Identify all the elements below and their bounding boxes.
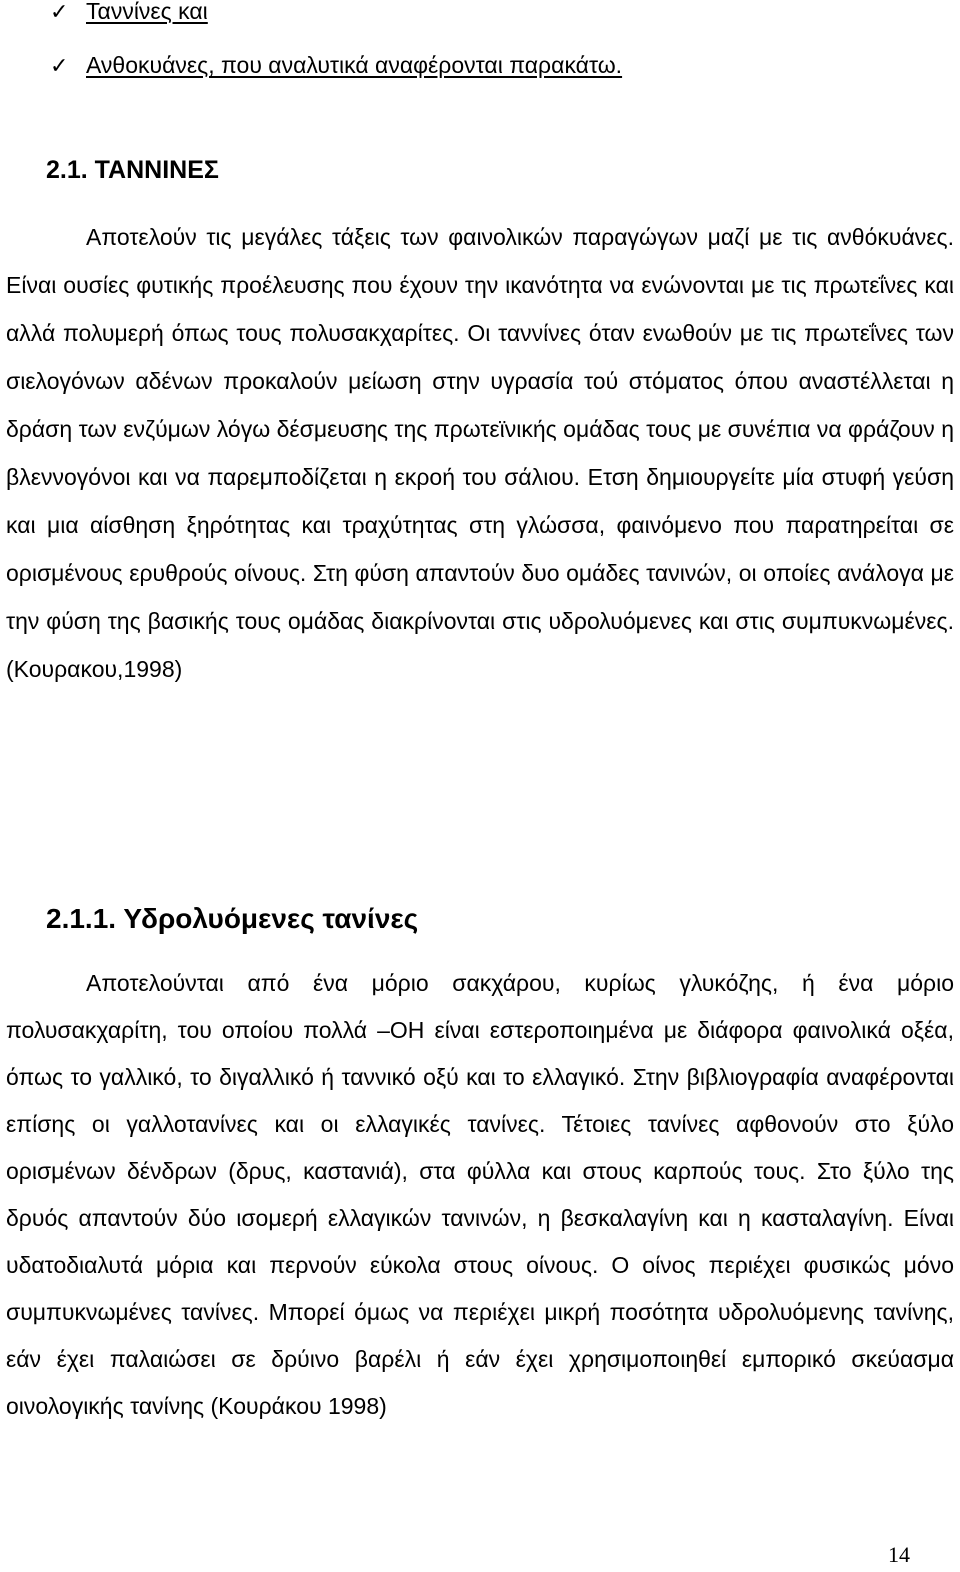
list-item-text: Ταννίνες και <box>86 0 208 24</box>
list-item <box>50 52 622 106</box>
subsection-heading: 2.1.1. Υδρολυόμενες τανίνες <box>46 903 419 934</box>
page-number: 14 <box>888 1542 910 1567</box>
check-icon: ✓ <box>50 0 69 25</box>
check-icon: ✓ <box>50 54 69 79</box>
list-item <box>50 0 622 52</box>
list-item-text: Ανθοκυάνες, που αναλυτικά αναφέρονται παρακάτω. <box>86 52 623 78</box>
bullet-list <box>50 0 622 106</box>
subsection-paragraph: Αποτελούνται από ένα μόριο σακχάρου, κυρίως γλυκόζης, ή ένα μόριο πολυσακχαρίτη, του οποίου πολλά –OH είναι εστεροποιημένα με διάφορα φαινολικά οξέα, όπως το γαλλικό, το διγαλλικό ή ταννικό οξύ και το ελλαγικό. Στην βιβλιογραφία αναφέρονται επίσης οι γαλλοτανίνες και οι ελλαγικές τανίνες. Τέτοιες τανίνες αφθονούν στο ξύλο ορισμένων δένδρων (δρυς, καστανιά), στα φύλλα και στους καρπούς τους. Στο ξύλο της δρυός απαντούν δύο ισομερή ελλαγικών τανινών, η βεσκαλαγίνη και η κασταλαγίνη. Είναι υδατοδιαλυτά μόρια και περνούν εύκολα στους οίνους. Ο οίνος περιέχει φυσικώς μόνο συμπυκνωμένες τανίνες. Μπορεί όμως να περιέχει μικρή ποσότητα υδρολυόμενης τανίνης, εάν έχει παλαιώσει σε δρύινο βαρέλι ή εάν έχει χρησιμοποιηθεί εμπορικό σκεύασμα οινολογικής τανίνης (Κουράκου 1998) <box>6 970 954 1419</box>
section-paragraph: Αποτελούν τις μεγάλες τάξεις των φαινολικών παραγώγων μαζί με τις ανθόκυάνες. Είναι ουσίες φυτικής προέλευσης που έχουν την ικανότητα να ενώνονται με τις πρωτεΐνες και αλλά πολυμερή όπως τους πολυσακχαρίτες. Οι ταννίνες όταν ενωθούν με τις πρωτεΐνες των σιελογόνων αδένων προκαλούν μείωση στην υγρασία τού στόματος όπου αναστέλλεται η δράση των ενζύμων λόγω δέσμευσης της πρωτεϊνικής ομάδας τους με συνέπια να φράζουν η βλεννογόνοι και να παρεμποδίζεται η εκροή του σάλιου. Ετση δημιουργείτε μία στυφή γεύση και μια αίσθηση ξηρότητας και τραχύτητας στη γλώσσα, φαινόμενο που παρατηρείται σε ορισμένους ερυθρούς οίνους. Στη φύση απαντούν δυο ομάδες τανινών, οι οποίες ανάλογα με την φύση της βασικής τους ομάδας διακρίνονται στις υδρολυόμενες και στις συμπυκνωμένες. (Κουρακου,1998) <box>6 224 954 682</box>
section-heading: 2.1. ΤΑΝΝΙΝΕΣ <box>46 156 219 184</box>
